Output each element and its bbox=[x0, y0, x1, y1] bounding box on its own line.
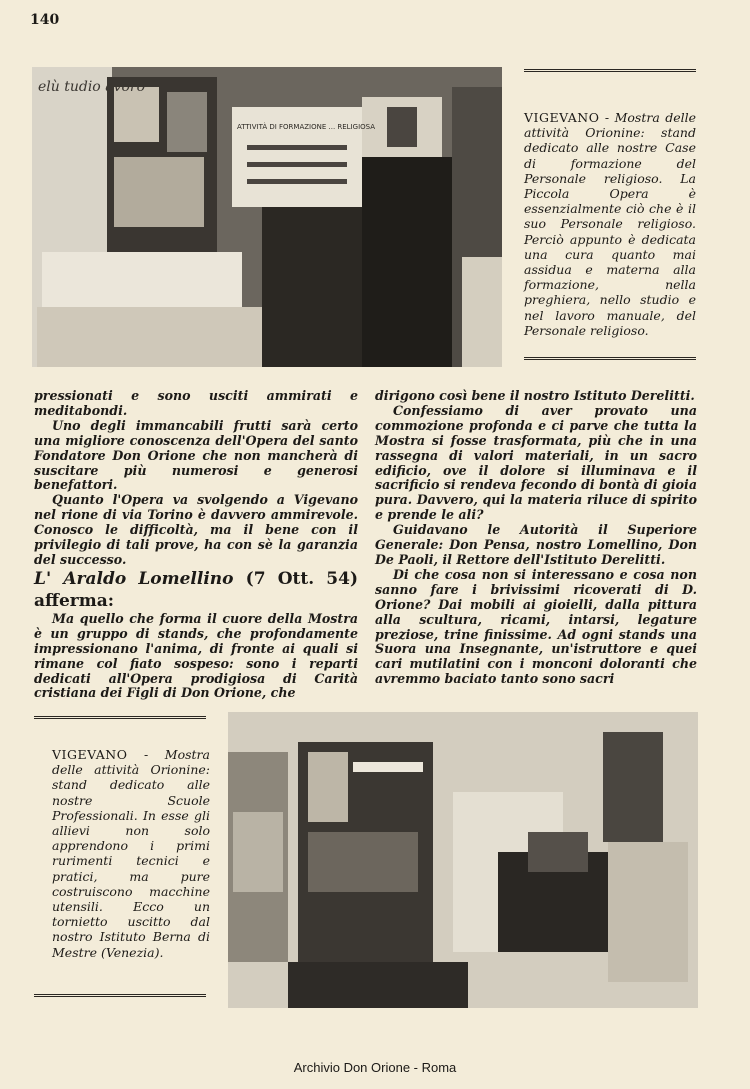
photo-sign-text: elù tudio avoro bbox=[38, 79, 145, 95]
caption2: VIGEVANO - Mostra delle attività Orionine: stand dedicato alle nostre Scuole Professionali. In esse gli allievi non solo apprendono i primi rurimenti tecnici e pratici, ma pure costruiscono macchine utensili. Ecco un tornietto uscitto dal nostro Istituto Berna di Mestre (Venezia). bbox=[52, 747, 210, 960]
caption1-top-rule bbox=[524, 69, 696, 72]
left-paragraph: pressionati e sono usciti ammirati e meditabondi. bbox=[34, 388, 358, 418]
photo-board-title: ATTIVITÀ DI FORMAZIONE ... RELIGIOSA bbox=[237, 123, 376, 131]
caption2-body: stand dedicato alle nostre Scuole Professionali. In esse gli allievi non solo apprendono i primi rurimenti tecnici e pratici, ma pure costruiscono macchine utensili. Ecco un tornietto uscitto dal nostro Istituto Berna di Mestre (Venezia). bbox=[52, 777, 210, 960]
photo-stand-scuole-professionali bbox=[228, 712, 698, 1008]
right-column bbox=[375, 389, 697, 687]
left-paragraph: Uno degli immancabili frutti sarà certo una migliore conoscenza dell'Opera del santo Fondatore Don Orione che non mancherà di suscitare più numerosi e generosi benefattori. bbox=[34, 417, 358, 493]
caption2-place: VIGEVANO bbox=[52, 747, 128, 762]
caption2-top-rule bbox=[34, 716, 206, 719]
archive-footer: Archivio Don Orione - Roma bbox=[293, 1060, 457, 1075]
caption1-body: stand dedicato alle nostre Case di formazione del Personale religioso. La Piccola Opera è essenzialmente ciò che è il suo Personale religioso. Perciò appunto è dedicata una cura quanto mai assidua e materna alla formazione, nella preghiera, nello studio e nel lavoro manuale, del Personale religioso. bbox=[524, 125, 696, 338]
section-heading bbox=[34, 568, 358, 612]
caption1: VIGEVANO - Mostra delle attività Orionine: stand dedicato alle nostre Case di formazione del Personale religioso. La Piccola Opera è essenzialmente ciò che è il suo Personale religioso. Perciò appunto è dedicata una cura quanto mai assidua e materna alla formazione, nella preghiera, nello studio e nel lavoro manuale, del Personale religioso. bbox=[524, 110, 696, 338]
heading-date: (7 Ott. 54) afferma: bbox=[34, 568, 359, 611]
left-paragraph: Quanto l'Opera va svolgendo a Vigevano nel rione di via Torino è davvero ammirevole. Conosco le difficoltà, ma il bene con il privilegio di tali prove, ha con sè la garanzia del successo. bbox=[34, 492, 358, 567]
right-paragraph: Confessiamo di aver provato una commozione profonda e ci parve che tutta la Mostra si fosse trasformata, più che in una rassegna di valori materiali, in un sacro edificio, ove il dolore si illuminava e il sacrificio si rendeva fecondo di bontà di gioia pura. Davvero, qui la materia riluce di spirito e prende le ali? bbox=[375, 402, 697, 523]
caption2-bottom-rule bbox=[34, 994, 206, 997]
heading-paper-name: L' Araldo Lomellino bbox=[34, 568, 234, 589]
right-paragraph: Guidavano le Autorità il Superiore Generale: Don Pensa, nostro Lomellino, Don De Paoli, il Rettore dell'Istituto Derelitti. bbox=[375, 522, 697, 567]
caption2-title: Mostra delle attività Orionine: bbox=[52, 747, 210, 778]
caption1-title: Mostra delle attività Orionine: bbox=[524, 110, 696, 141]
right-paragraph: Di che cosa non si interessano e cosa non sanno fare i brivissimi ricoverati di D. Orione? Dai mobili ai gioielli, dalla pittura alla scultura, ricami, intarsi, legature preziose, trine finissime. Ad ogni stands una Suora una Insegnante, un'istruttore e quei cari mutilatini con i monconi doloranti che avremmo baciato tanto sono sacri bbox=[375, 566, 697, 687]
right-paragraph: dirigono così bene il nostro Istituto Derelitti. bbox=[375, 388, 695, 403]
caption1-bottom-rule bbox=[524, 357, 696, 360]
page-number: 140 bbox=[30, 12, 60, 28]
left-column bbox=[34, 389, 358, 701]
left-paragraph: Ma quello che forma il cuore della Mostra è un gruppo di stands, che profondamente impressionano l'anima, di fronte ai quali si rimane col fiato sospeso: sono i reparti dedicati all'Opera prodigiosa di Carità cristiana dei Figli di Don Orione, che bbox=[34, 610, 358, 701]
caption1-place: VIGEVANO bbox=[524, 110, 600, 125]
photo-stand-formazione bbox=[32, 67, 502, 367]
